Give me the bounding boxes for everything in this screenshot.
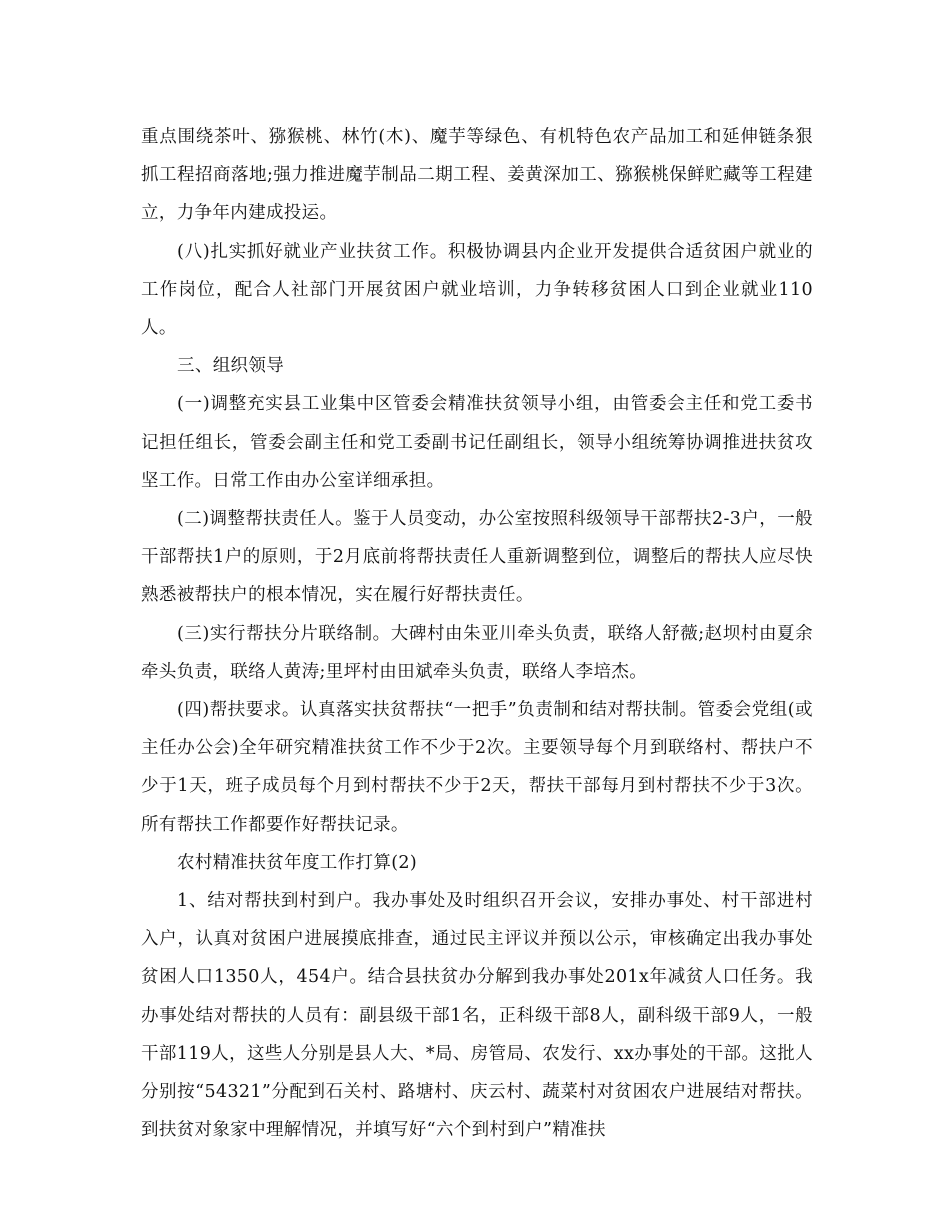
paragraph-6: (三)实行帮扶分片联络制。大碑村由朱亚川牵头负责，联络人舒薇;赵坝村由夏余牵头负责，联络人黄涛;里坪村由田斌牵头负责，联络人李培杰。	[141, 623, 813, 682]
paragraph-7: (四)帮扶要求。认真落实扶贫帮扶“一把手”负责制和结对帮扶制。管委会党组(或主任办公会)全年研究精准扶贫工作不少于2次。主要领导每个月到联络村、帮扶户不少于1天，班子成员每个月到村帮扶不少于2天，帮扶干部每月到村帮扶不少于3次。所有帮扶工作都要作好帮扶记录。	[141, 700, 813, 835]
document-body	[141, 118, 813, 1149]
paragraph-4: (一)调整充实县工业集中区管委会精准扶贫领导小组，由管委会主任和党工委书记担任组长，管委会副主任和党工委副书记任副组长，领导小组统筹协调推进扶贫攻坚工作。日常工作由办公室详细承担。	[141, 394, 813, 491]
paragraph-5: (二)调整帮扶责任人。鉴于人员变动，办公室按照科级领导干部帮扶2-3户，一般干部帮扶1户的原则，于2月底前将帮扶责任人重新调整到位，调整后的帮扶人应尽快熟悉被帮扶户的根本情况，实在履行好帮扶责任。	[141, 509, 813, 606]
paragraph-9: 1、结对帮扶到村到户。我办事处及时组织召开会议，安排办事处、村干部进村入户，认真对贫困户进展摸底排查，通过民主评议并预以公示，审核确定出我办事处贫困人口1350人，454户。结合县扶贫办分解到我办事处201x年减贫人口任务。我办事处结对帮扶的人员有：副县级干部1名，正科级干部8人，副科级干部9人，一般干部119人，这些人分别是县人大、*局、房管局、农发行、xx办事处的干部。这批人分别按“54321”分配到石关村、路塘村、庆云村、蔬菜村对贫困农户进展结对帮扶。到扶贫对象家中理解情况，并填写好“六个到村到户”精准扶	[141, 891, 813, 1141]
paragraph-1: 重点围绕茶叶、猕猴桃、林竹(木)、魔芋等绿色、有机特色农产品加工和延伸链条狠抓工程招商落地;强力推进魔芋制品二期工程、姜黄深加工、猕猴桃保鲜贮藏等工程建立，力争年内建成投运。	[141, 127, 813, 224]
section-heading: 三、组织领导	[177, 356, 285, 377]
document-subtitle: 农村精准扶贫年度工作打算(2)	[177, 852, 418, 873]
paragraph-2: (八)扎实抓好就业产业扶贫工作。积极协调县内企业开发提供合适贫困户就业的工作岗位，配合人社部门开展贫困户就业培训，力争转移贫困人口到企业就业110人。	[141, 241, 813, 339]
